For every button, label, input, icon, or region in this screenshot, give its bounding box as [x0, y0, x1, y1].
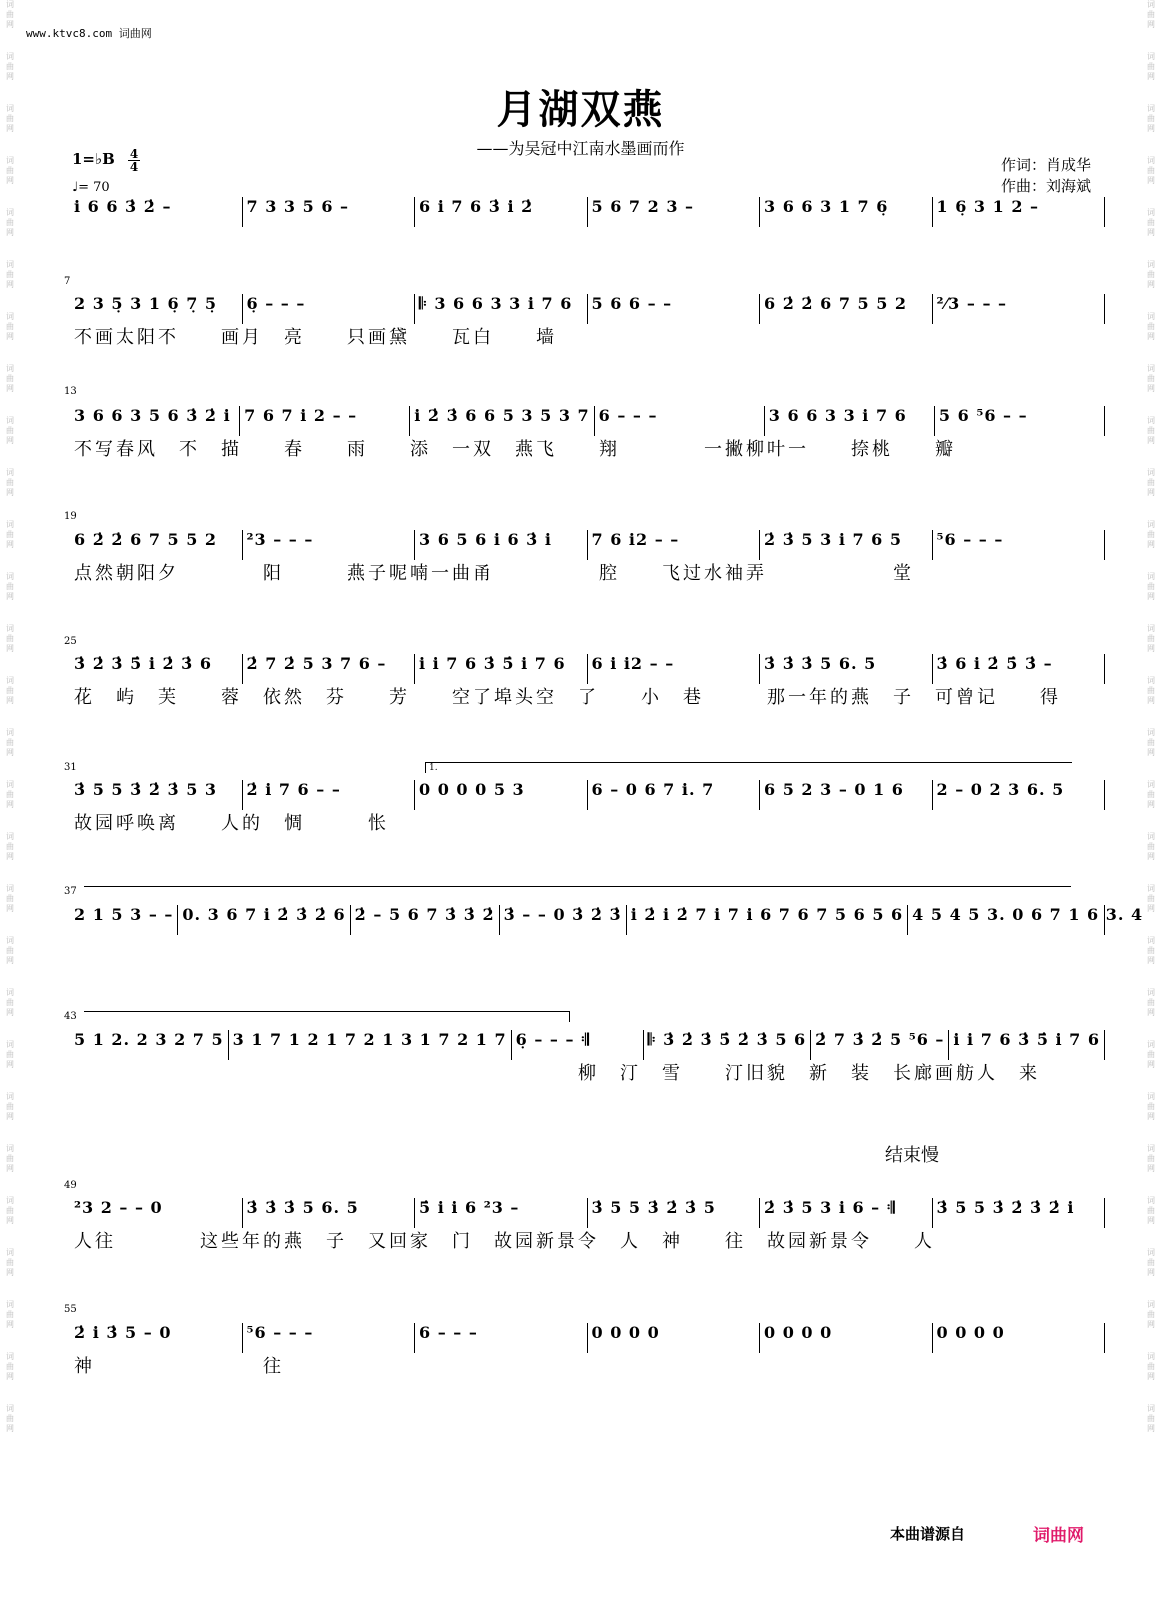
watermark-text: 词 曲 网 [1147, 1248, 1155, 1277]
watermark-text: 词 曲 网 [1147, 1144, 1155, 1173]
measure: 7 6 7 i 2 – – [239, 406, 409, 436]
measure: 3 6 5 6 i 6 3̇ i [414, 530, 587, 560]
measure: 0 0 0 0 [587, 1323, 760, 1353]
measure: 0 0 0 0 5 3 [414, 780, 587, 810]
watermark-text: 词 曲 网 [1147, 312, 1155, 341]
measure: ²3 – – – [242, 530, 415, 560]
ending-tempo-note: 结束慢 [885, 1145, 939, 1166]
measure: 5 1 2. 2 3 2 7 5 [74, 1030, 224, 1049]
watermark-text: 词 曲 网 [6, 832, 14, 861]
watermark-text: 词 曲 网 [1147, 624, 1155, 653]
measure: i 2̇ i 2̇ 7 i 7 i 6 7 6 7 5 6 5 6 [626, 905, 907, 935]
notation-line [74, 1323, 1105, 1353]
footer-source: 本曲谱源自 [890, 1525, 966, 1543]
measure: 3̇ 6 i 2̇ 5̇ 3̇ – [932, 654, 1105, 684]
measure: ²⁄3 – – – [932, 294, 1105, 324]
measure: i i 7 6 3̇ 5̇ i 7 6 [414, 654, 587, 684]
time-signature-top: 4 [129, 147, 139, 161]
measure: 5 6 ⁵6 – – [934, 406, 1104, 436]
measure: 2̇ i 3̇ 5 – 0 [74, 1323, 172, 1342]
measure: 3 6 6 3 3 i 7 6 [764, 406, 934, 436]
measure: 3̇ – – 0 3̇ 2̇ 3̇ [499, 905, 626, 935]
volta-label: 1. [429, 763, 438, 773]
watermark-text: 词 曲 网 [6, 1092, 14, 1121]
measure: 1 6̣ 3 1 2 – [932, 197, 1105, 227]
measure: 3̇ 3̇ 3̇ 5 6. 5 [759, 654, 932, 684]
watermark-text: 词 曲 网 [6, 0, 14, 29]
measure: 6 – 0 6 7 i. 7 [587, 780, 760, 810]
notation-line [74, 530, 1105, 560]
measure: 4 5 4 5 3. 0 6 7 1 6 3. 4 [907, 905, 1147, 935]
lyrics-line: 花 屿 芙 蓉 依然 芬 芳 空了埠头空 了 小 巷 那一年的燕 子 可曾记 得 [74, 687, 1061, 708]
measure: 0 0 0 0 [932, 1323, 1105, 1353]
watermark-text: 词 曲 网 [6, 468, 14, 497]
watermark-text: 词 曲 网 [1147, 1040, 1155, 1069]
watermark-text: 词 曲 网 [6, 1352, 14, 1381]
watermark-text: 词 曲 网 [1147, 988, 1155, 1017]
watermark-text: 词 曲 网 [1147, 572, 1155, 601]
watermark-text: 词 曲 网 [1147, 1092, 1155, 1121]
watermark-text: 词 曲 网 [1147, 1196, 1155, 1225]
watermark-text: 词 曲 网 [1147, 832, 1155, 861]
watermark-text: 词 曲 网 [1147, 676, 1155, 705]
measure: i 6 6 3̇ 2̇ – [74, 197, 172, 216]
measure: ²3 2 – – 0 [74, 1198, 163, 1217]
lyrics-line: 不写春风 不 描 春 雨 添 一双 燕飞 翔 一撇柳叶一 捺桃 瓣 [74, 439, 956, 460]
measure: 0 0 0 0 [759, 1323, 932, 1353]
notation-line [74, 197, 1105, 227]
measure: 6 2̇ 2̇ 6 7 5 5 2 [74, 530, 218, 549]
measure: 3̇ 5 5 3̇ 2̇ 3̇ 2̇ i [932, 1198, 1105, 1228]
measure: 3̇ 2̇ 3̇ 5̇ i 2̇ 3̇ 6 [74, 654, 212, 673]
song-title: 月湖双燕 [496, 87, 665, 133]
notation-line [74, 1198, 1105, 1228]
watermark-text: 词 曲 网 [1147, 468, 1155, 497]
volta-end-line [84, 1011, 570, 1022]
watermark-text: 词 曲 网 [1147, 884, 1155, 913]
watermark-text: 词 曲 网 [1147, 364, 1155, 393]
volta-bracket [425, 762, 1072, 773]
lyrics-line: 人往 这些年的燕 子 又回家 门 故园新景令 人 神 往 故园新景令 人 [74, 1231, 935, 1252]
measure-number: 7 [64, 276, 71, 287]
watermark-text: 词 曲 网 [6, 1248, 14, 1277]
credits [1001, 155, 1091, 197]
measure: 7 6 i2 – – [587, 530, 760, 560]
measure: 5 6 7 2 3 – [587, 197, 760, 227]
watermark-text: 词 曲 网 [6, 364, 14, 393]
measure: 2̇ 3̇ 5 3 i 6 – 𝄇 [759, 1198, 932, 1228]
composer-credit: 作曲：刘海斌 [1000, 177, 1091, 195]
measure-number: 43 [64, 1011, 77, 1022]
watermark-text: 词 曲 网 [6, 416, 14, 445]
watermark-text: 词 曲 网 [1147, 1300, 1155, 1329]
watermark-text: 词 曲 网 [6, 780, 14, 809]
watermark-text: 词 曲 网 [6, 260, 14, 289]
measure: 2 1 5 3 – – [74, 905, 174, 924]
measure: 𝄆 3 6 6 3 3 i 7 6 [414, 294, 587, 324]
measure: 3̇ 3̇ 3̇ 5 6. 5 [242, 1198, 415, 1228]
song-subtitle: ——为吴冠中江南水墨画而作 [476, 139, 685, 158]
measure: 3 1 7 1 2 1 7 2 1 3 1 7 2 1 7 [228, 1030, 511, 1060]
measure: 6̣ – – – 𝄇 [511, 1030, 643, 1060]
lyrics-line: 点然朝阳夕 阳 燕子呢喃一曲甬 腔 飞过水袖弄 堂 [74, 563, 914, 584]
measure: 6 – – – [414, 1323, 587, 1353]
measure: 2 3 5̣ 3 1 6̣ 7̣ 5̣ [74, 294, 218, 313]
watermark-text: 词 曲 网 [6, 728, 14, 757]
watermark-text: 词 曲 网 [6, 208, 14, 237]
tempo-marking: ♩= 70 [72, 180, 110, 195]
notation-line [74, 780, 1105, 810]
notation-line [74, 654, 1105, 684]
right-watermark-column [1143, 0, 1159, 1622]
watermark-text: 词 曲 网 [6, 884, 14, 913]
watermark-text: 词 曲 网 [6, 676, 14, 705]
time-signature-bottom: 4 [129, 160, 139, 174]
measure: 3 6 6 3 5 6 3̇ 2̇ i [74, 406, 231, 425]
watermark-text: 词 曲 网 [6, 1300, 14, 1329]
watermark-text: 词 曲 网 [1147, 1404, 1155, 1433]
measure: 7 3 3 5 6 – [242, 197, 415, 227]
time-signature [127, 148, 141, 173]
watermark-text: 词 曲 网 [6, 104, 14, 133]
measure: 6 5 2 3 – 0 1 6 [759, 780, 932, 810]
measure: ⁵6 – – – [932, 530, 1105, 560]
watermark-text: 词 曲 网 [1147, 416, 1155, 445]
watermark-text: 词 曲 网 [6, 572, 14, 601]
measure: i 2̇ 3̇ 6 6 5 3 5 3 7 [409, 406, 593, 436]
footer-logo[interactable]: 词曲网 [1033, 1526, 1084, 1546]
watermark-text: 词 曲 网 [6, 1040, 14, 1069]
watermark-text: 词 曲 网 [1147, 520, 1155, 549]
measure: 0. 3 6 7 i 2̇ 3̇ 2̇ 6 [177, 905, 349, 935]
watermark-text: 词 曲 网 [6, 520, 14, 549]
site-header[interactable]: www.ktvc8.com 词曲网 [26, 27, 152, 40]
measure-number: 13 [64, 386, 77, 397]
measure-number: 19 [64, 511, 77, 522]
notation-line [74, 1030, 1105, 1060]
measure-number: 37 [64, 886, 77, 897]
watermark-text: 词 曲 网 [6, 156, 14, 185]
notation-line [74, 905, 1144, 935]
watermark-text: 词 曲 网 [1147, 1352, 1155, 1381]
measure-number: 31 [64, 762, 77, 773]
lyrics-line: 故园呼唤离 人的 惆 怅 [74, 813, 389, 834]
notation-line [74, 406, 1105, 436]
measure: 5̇ i i 6 ²3 – [414, 1198, 587, 1228]
watermark-text: 词 曲 网 [1147, 104, 1155, 133]
measure: 6 – – – [594, 406, 764, 436]
lyricist-credit: 作词：肖成华 [1000, 156, 1091, 174]
measure: 6 i 7 6 3̇ i 2̇ [414, 197, 587, 227]
watermark-text: 词 曲 网 [1147, 208, 1155, 237]
watermark-text: 词 曲 网 [6, 312, 14, 341]
watermark-text: 词 曲 网 [6, 1404, 14, 1433]
key-signature: 1=♭B [72, 150, 115, 168]
measure: 6 2̇ 2̇ 6 7 5 5 2 [759, 294, 932, 324]
watermark-text: 词 曲 网 [6, 624, 14, 653]
measure: 3 6 6 3 1 7 6̣ [759, 197, 932, 227]
measure: 2̇ 7 2̇ 5 3 7 6 – [242, 654, 415, 684]
notation-line [74, 294, 1105, 324]
lyrics-line: 神 往 [74, 1356, 284, 1377]
measure: 5 6 6 – – [587, 294, 760, 324]
measure: 2̇ – 5 6 7 3̇ 3̇ 2̇ [350, 905, 499, 935]
measure: 6 i i2 – – [587, 654, 760, 684]
watermark-text: 词 曲 网 [6, 1196, 14, 1225]
volta-continuation-line [84, 886, 1071, 897]
lyrics-line: 不画太阳不 画月 亮 只画黛 瓦白 墙 [74, 327, 557, 348]
measure: i i 7 6 3̇ 5̇ i 7 6 [948, 1030, 1104, 1060]
measure: ⁵6 – – – [242, 1323, 415, 1353]
measure: 2 – 0 2 3 6. 5 [932, 780, 1105, 810]
watermark-text: 词 曲 网 [1147, 780, 1155, 809]
measure: 𝄆 3̇ 2̇ 3̇ 5̇ 2̇ 3̇ 5 6 [643, 1030, 810, 1060]
watermark-text: 词 曲 网 [1147, 260, 1155, 289]
watermark-text: 词 曲 网 [6, 936, 14, 965]
measure-number: 25 [64, 636, 77, 647]
measure: 2̇ 3̇ 5 3 i 7 6 5 [759, 530, 932, 560]
measure: 3̇ 5 5 3̇ 2̇ 3̇ 5 [587, 1198, 760, 1228]
watermark-text: 词 曲 网 [6, 988, 14, 1017]
measure-number: 55 [64, 1304, 77, 1315]
watermark-text: 词 曲 网 [1147, 156, 1155, 185]
measure: 3̇ 5 5 3̇ 2̇ 3̇ 5 3 [74, 780, 218, 799]
watermark-text: 词 曲 网 [6, 1144, 14, 1173]
measure-number: 49 [64, 1180, 77, 1191]
watermark-text: 词 曲 网 [1147, 52, 1155, 81]
lyrics-line: 柳 汀 雪 汀旧貌 新 装 长廊画舫人 来 [74, 1063, 1040, 1084]
watermark-text: 词 曲 网 [1147, 936, 1155, 965]
watermark-text: 词 曲 网 [1147, 728, 1155, 757]
left-watermark-column [2, 0, 18, 1622]
watermark-text: 词 曲 网 [6, 52, 14, 81]
measure: 2̇ i 7 6 – – [242, 780, 415, 810]
watermark-text: 词 曲 网 [1147, 0, 1155, 29]
measure: 2̇ 7 3̇ 2̇ 5 ⁵6 – [810, 1030, 948, 1060]
measure: 6̣ – – – [242, 294, 415, 324]
